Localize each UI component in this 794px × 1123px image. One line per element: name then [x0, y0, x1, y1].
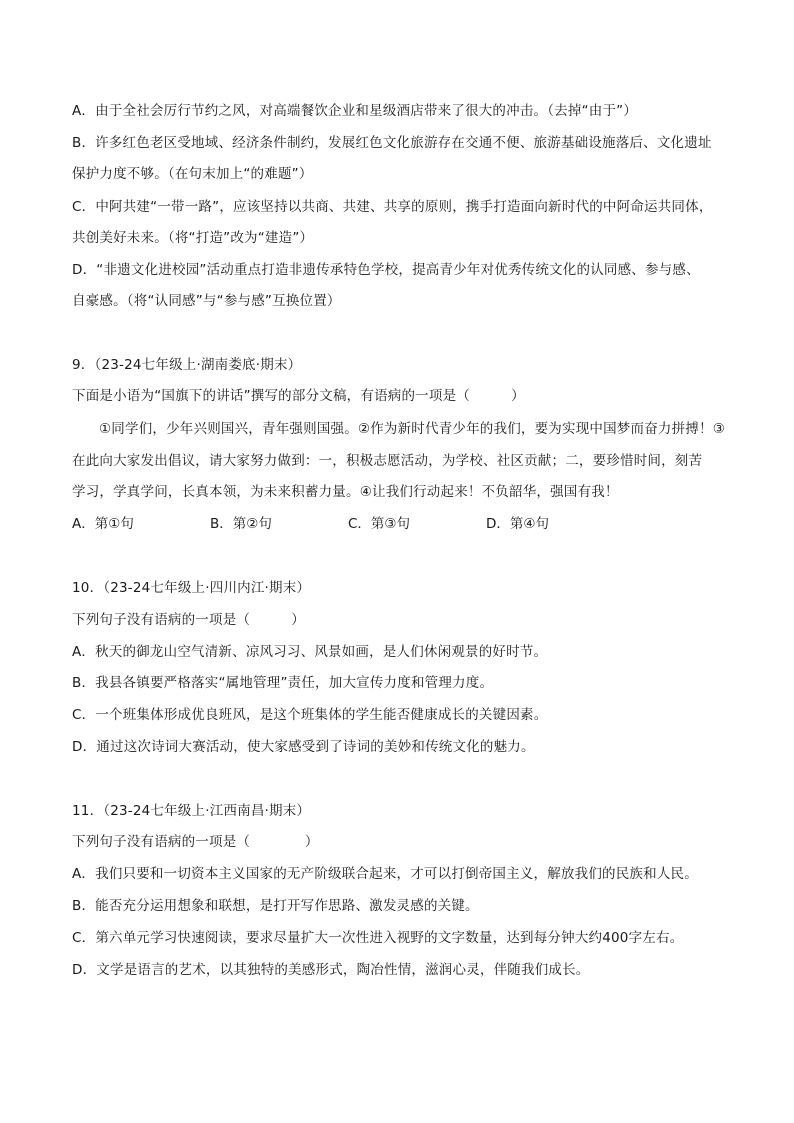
- q10-option-b: B．我县各镇要严格落实“属地管理”责任，加大宣传力度和管理力度。: [72, 675, 494, 691]
- q11-option-c: C．第六单元学习快速阅读，要求尽量扩大一次性进入视野的文字数量，达到每分钟大约400字左右。: [72, 930, 684, 946]
- q8-option-b-continued: 保护力度不够。（在句末加上“的难题”）: [72, 166, 313, 182]
- q8-option-c-continued: 共创美好未来。（将“打造”改为“建造”）: [72, 230, 314, 246]
- q9-passage-line-3: 学习，学真学问，长真本领，为未来积蓄力量。④让我们行动起来！不负韶华，强国有我！: [72, 484, 619, 500]
- q8-option-d-continued: 自豪感。（将“认同感”与“参与感”互换位置）: [72, 293, 341, 309]
- q10-option-c: C．一个班集体形成优良班风，是这个班集体的学生能否健康成长的关键因素。: [72, 707, 548, 723]
- q11-header: 11．（23-24七年级上·江西南昌·期末）: [72, 803, 311, 819]
- q11-option-d: D．文学是语言的艺术，以其独特的美感形式，陶冶性情，滋润心灵，伴随我们成长。: [72, 962, 590, 978]
- q9-passage-line-1: ①同学们，少年兴则国兴，青年强则国强。②作为新时代青少年的我们，要为实现中国梦而奋力拼搏！③: [99, 421, 726, 437]
- q9-option-b: B．第②句: [210, 516, 272, 532]
- q9-option-d: D．第④句: [486, 516, 549, 532]
- q9-option-c: C．第③句: [348, 516, 411, 532]
- q8-option-a: A．由于全社会厉行节约之风，对高端餐饮企业和星级酒店带来了很大的冲击。（去掉“由于”）: [72, 103, 638, 119]
- q10-option-d: D．通过这次诗词大赛活动，使大家感受到了诗词的美妙和传统文化的魅力。: [72, 739, 535, 755]
- q11-option-b: B．能否充分运用想象和联想，是打开写作思路、激发灵感的关键。: [72, 898, 479, 914]
- q8-option-c: C．中阿共建“一带一路”，应该坚持以共商、共建、共享的原则，携手打造面向新时代的中阿命运共同体，: [72, 199, 713, 215]
- q8-option-d: D．“非遗文化进校园”活动重点打造非遗传承特色学校，提高青少年对优秀传统文化的认同感、参与感、: [72, 262, 700, 278]
- q9-passage-line-2: 在此向大家发出倡议，请大家努力做到：一，积极志愿活动，为学校、社区贡献；二，要珍惜时间，刻苦: [72, 453, 703, 469]
- q9-option-a: A．第①句: [72, 516, 134, 532]
- q10-header: 10．（23-24七年级上·四川内江·期末）: [72, 580, 311, 596]
- q9-header: 9．（23-24七年级上·湖南娄底·期末）: [72, 357, 302, 373]
- q8-option-b: B．许多红色老区受地域、经济条件制约，发展红色文化旅游存在交通不便、旅游基础设施落后、文化遗址: [72, 135, 712, 151]
- q11-stem: 下列句子没有语病的一项是（ ）: [72, 834, 319, 850]
- q11-option-a: A．我们只要和一切资本主义国家的无产阶级联合起来，才可以打倒帝国主义，解放我们的民族和人民。: [72, 866, 698, 882]
- q10-stem: 下列句子没有语病的一项是（ ）: [72, 612, 305, 628]
- q9-stem: 下面是小语为“国旗下的讲话”撰写的部分文稿，有语病的一项是（ ）: [72, 388, 525, 404]
- q10-option-a: A．秋天的御龙山空气清新、凉风习习、风景如画，是人们休闲观景的好时节。: [72, 644, 548, 660]
- q9-options-row: [72, 514, 672, 534]
